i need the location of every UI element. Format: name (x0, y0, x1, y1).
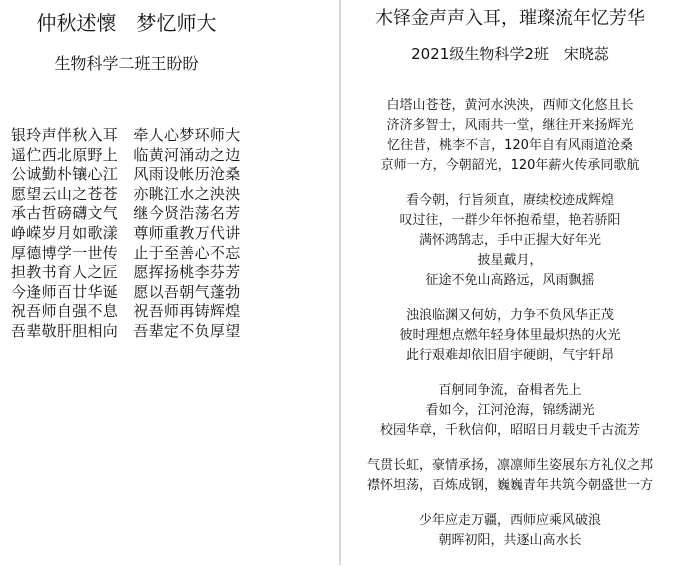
poem-line: 济济多智士，风雨共一堂，继往开来扬辉光 (386, 118, 634, 133)
poem-line: 叹过往，一群少年怀抱希望，艳若骄阳 (399, 213, 621, 228)
stanza (341, 191, 679, 291)
stanza (341, 456, 679, 496)
poem-line: 吾辈敬肝胆相向 吾辈定不负厚望 (11, 321, 241, 340)
poem-line: 峥嵘岁月如歌漾 尊师重教万代讲 (11, 223, 241, 242)
poem-line: 白塔山苍苍，黄河水泱泱，西师文化悠且长 (386, 98, 634, 113)
left-poem-lines (11, 126, 336, 342)
poem-line: 今逢师百廿华诞 愿以吾朝气蓬勃 (11, 282, 241, 301)
poem-line: 看今朝，行旨须直，赓续校迹成辉煌 (405, 193, 614, 208)
poem-line: 满怀鸿鹄志，手中正握大好年光 (418, 233, 601, 248)
right-poem-title: 木铎金声声入耳，璀璨流年忆芳华 (375, 8, 645, 29)
poem-line: 浊浪临渊又何妨，力争不负风华正茂 (405, 308, 614, 323)
stanza (341, 511, 679, 551)
poem-line: 厚德博学一世传 止于至善心不忘 (11, 243, 241, 262)
poem-line: 此行艰难却依旧眉宇硬朗，气宇轩昂 (405, 348, 614, 363)
poem-line: 百舸同争流，奋楫者先上 (438, 383, 582, 398)
poem-line: 朝晖初阳，共逐山高水长 (438, 533, 582, 548)
poem-line: 披星戴月， (477, 253, 543, 268)
poem-line: 校园华章，千秋信仰，昭昭日月载史千古流芳 (379, 423, 640, 438)
poem-line: 气贯长虹，豪情承扬，凛凛师生姿展东方礼仪之邦 (366, 458, 653, 473)
left-poem (0, 0, 339, 565)
poem-line: 少年应走万疆，西师应乘风破浪 (418, 513, 601, 528)
poem-line: 祝吾师自强不息 祝吾师再铸辉煌 (11, 302, 241, 321)
poem-line: 遥伫西北原野上 临黄河涌动之边 (11, 145, 241, 164)
right-poem (341, 0, 679, 565)
poem-line: 彼时理想点燃年轻身体里最炽热的火光 (399, 328, 621, 343)
right-poem-body (341, 96, 679, 566)
poem-line: 忆往昔，桃李不言，120年自有风雨道沧桑 (387, 138, 633, 153)
stanza (341, 96, 679, 176)
poem-line: 承古哲磅礴文气 继今贤浩荡名芳 (11, 204, 241, 223)
poem-line: 银玲声伴秋入耳 牵人心梦环师大 (11, 126, 241, 144)
left-poem-title: 仲秋述懷 梦忆师大 (36, 11, 217, 35)
poem-line: 担教书育人之匠 愿挥扬桃李芬芳 (11, 263, 241, 282)
poem-line: 征途不免山高路远，风雨飘摇 (425, 273, 595, 288)
poem-line: 看如今，江河沧海，锦绣湖光 (425, 403, 595, 418)
poem-line: 襟怀坦荡，百炼成钢，巍巍青年共筑今朝盛世一方 (366, 478, 653, 493)
poem-line: 愿望云山之苍苍 亦眺江水之泱泱 (11, 184, 241, 203)
stanza (341, 381, 679, 441)
poem-line: 京师一方，今朝韶光，120年薪火传承同歌航 (380, 158, 640, 173)
stanza (341, 306, 679, 366)
right-poem-author: 2021级生物科学2班 宋晓蕊 (411, 45, 609, 63)
poem-line: 公诚勤朴镶心江 风雨设帐历沧桑 (11, 165, 241, 184)
left-poem-author: 生物科学二班王盼盼 (54, 54, 199, 73)
